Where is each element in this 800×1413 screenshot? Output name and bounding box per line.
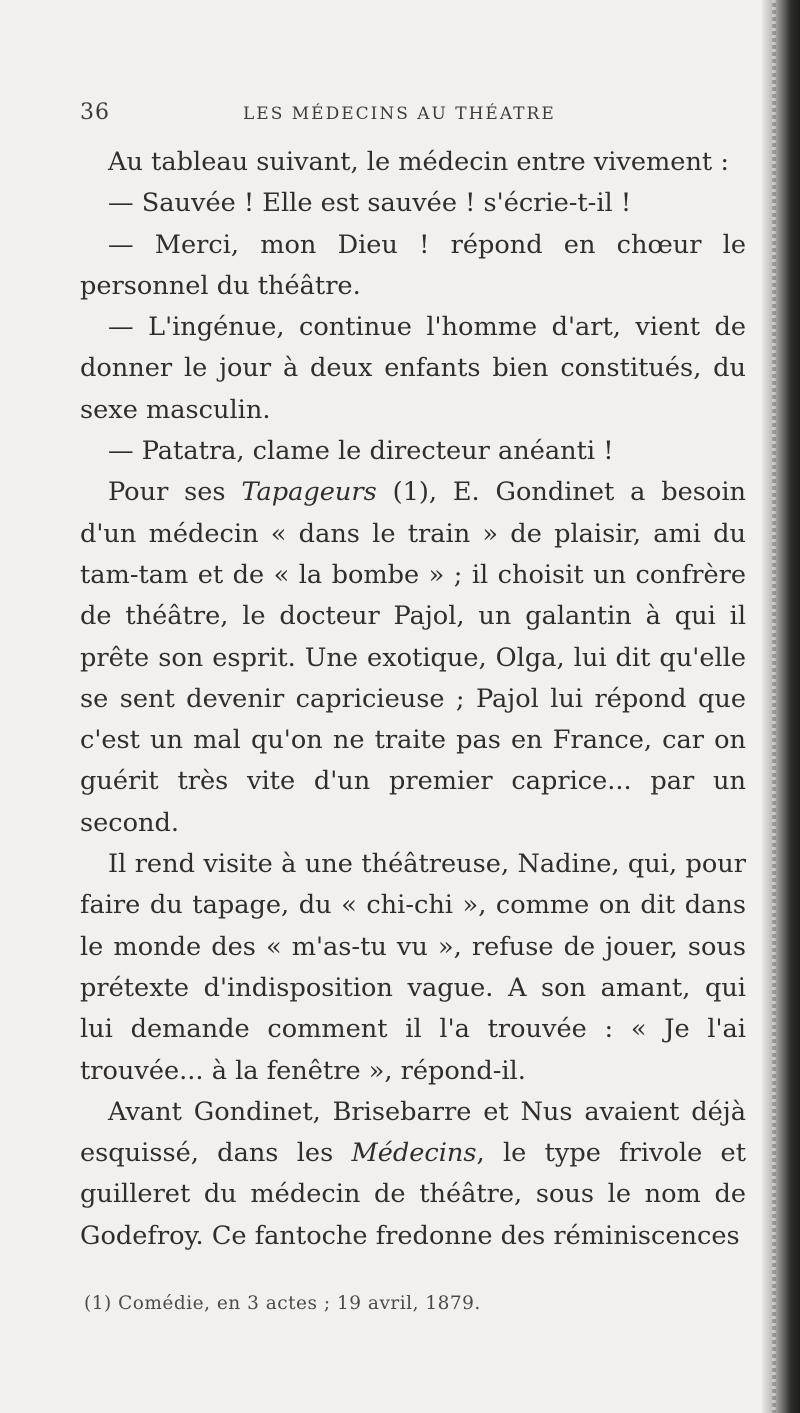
- binding-edge: [762, 0, 800, 1413]
- paragraph-8-start: Avant Gondinet, Brisebarre et Nus avaient déjà esquissé, dans les: [80, 1096, 746, 1169]
- paragraph-5: — Patatra, clame le directeur anéanti !: [108, 436, 614, 467]
- paragraph-4: — L'ingénue, continue l'homme d'art, vient de donner le jour à deux enfants bien constitués, du sexe masculin.: [80, 312, 746, 425]
- paragraph-8-rest: , le type frivole et guilleret du médecin de théâtre, sous le nom de Godefroy. Ce fantoche fredonne des réminiscences: [80, 1138, 746, 1251]
- paragraph-3: — Merci, mon Dieu ! répond en chœur le personnel du théâtre.: [80, 229, 746, 301]
- work-title-tapageurs: Tapageurs: [241, 477, 377, 508]
- paragraph-6-rest: (1), E. Gondinet a besoin d'un médecin « dans le train » de plaisir, ami du tam-tam et de « la bombe » ; il choisit un confrère de théâtre, le docteur Pajol, un galantin à qui il prête son esprit. Une exotique, Olga, lui dit qu'elle se sent devenir capricieuse ; Pajol lui répond que c'est un mal qu'on ne traite pas en France, car on guérit très vite d'un premier caprice... par un second.: [80, 477, 746, 838]
- work-title-medecins: Médecins: [351, 1138, 477, 1169]
- paragraph-2: — Sauvée ! Elle est sauvée ! s'écrie-t-il !: [108, 188, 632, 219]
- paragraph-7: Il rend visite à une théâtreuse, Nadine, qui, pour faire du tapage, du « chi-chi », comme on dit dans le monde des « m'as-tu vu », refuse de jouer, sous prétexte d'indisposition vague. A son amant, qui lui demande comment il l'a trouvée : « Je l'ai trouvée... à la fenêtre », répond-il.: [80, 849, 746, 1086]
- running-title: LES MÉDECINS AU THÉATRE: [243, 104, 556, 124]
- paragraph-1: Au tableau suivant, le médecin entre vivement :: [108, 147, 729, 177]
- paragraph-8: [80, 1092, 746, 1257]
- paragraph-6: [80, 472, 746, 844]
- body-text: [80, 142, 746, 1257]
- footnote: (1) Comédie, en 3 actes ; 19 avril, 1879.: [84, 1293, 481, 1314]
- paragraph-6-start: Pour ses: [108, 477, 242, 508]
- page-number: 36: [80, 100, 110, 125]
- running-head: [80, 100, 780, 134]
